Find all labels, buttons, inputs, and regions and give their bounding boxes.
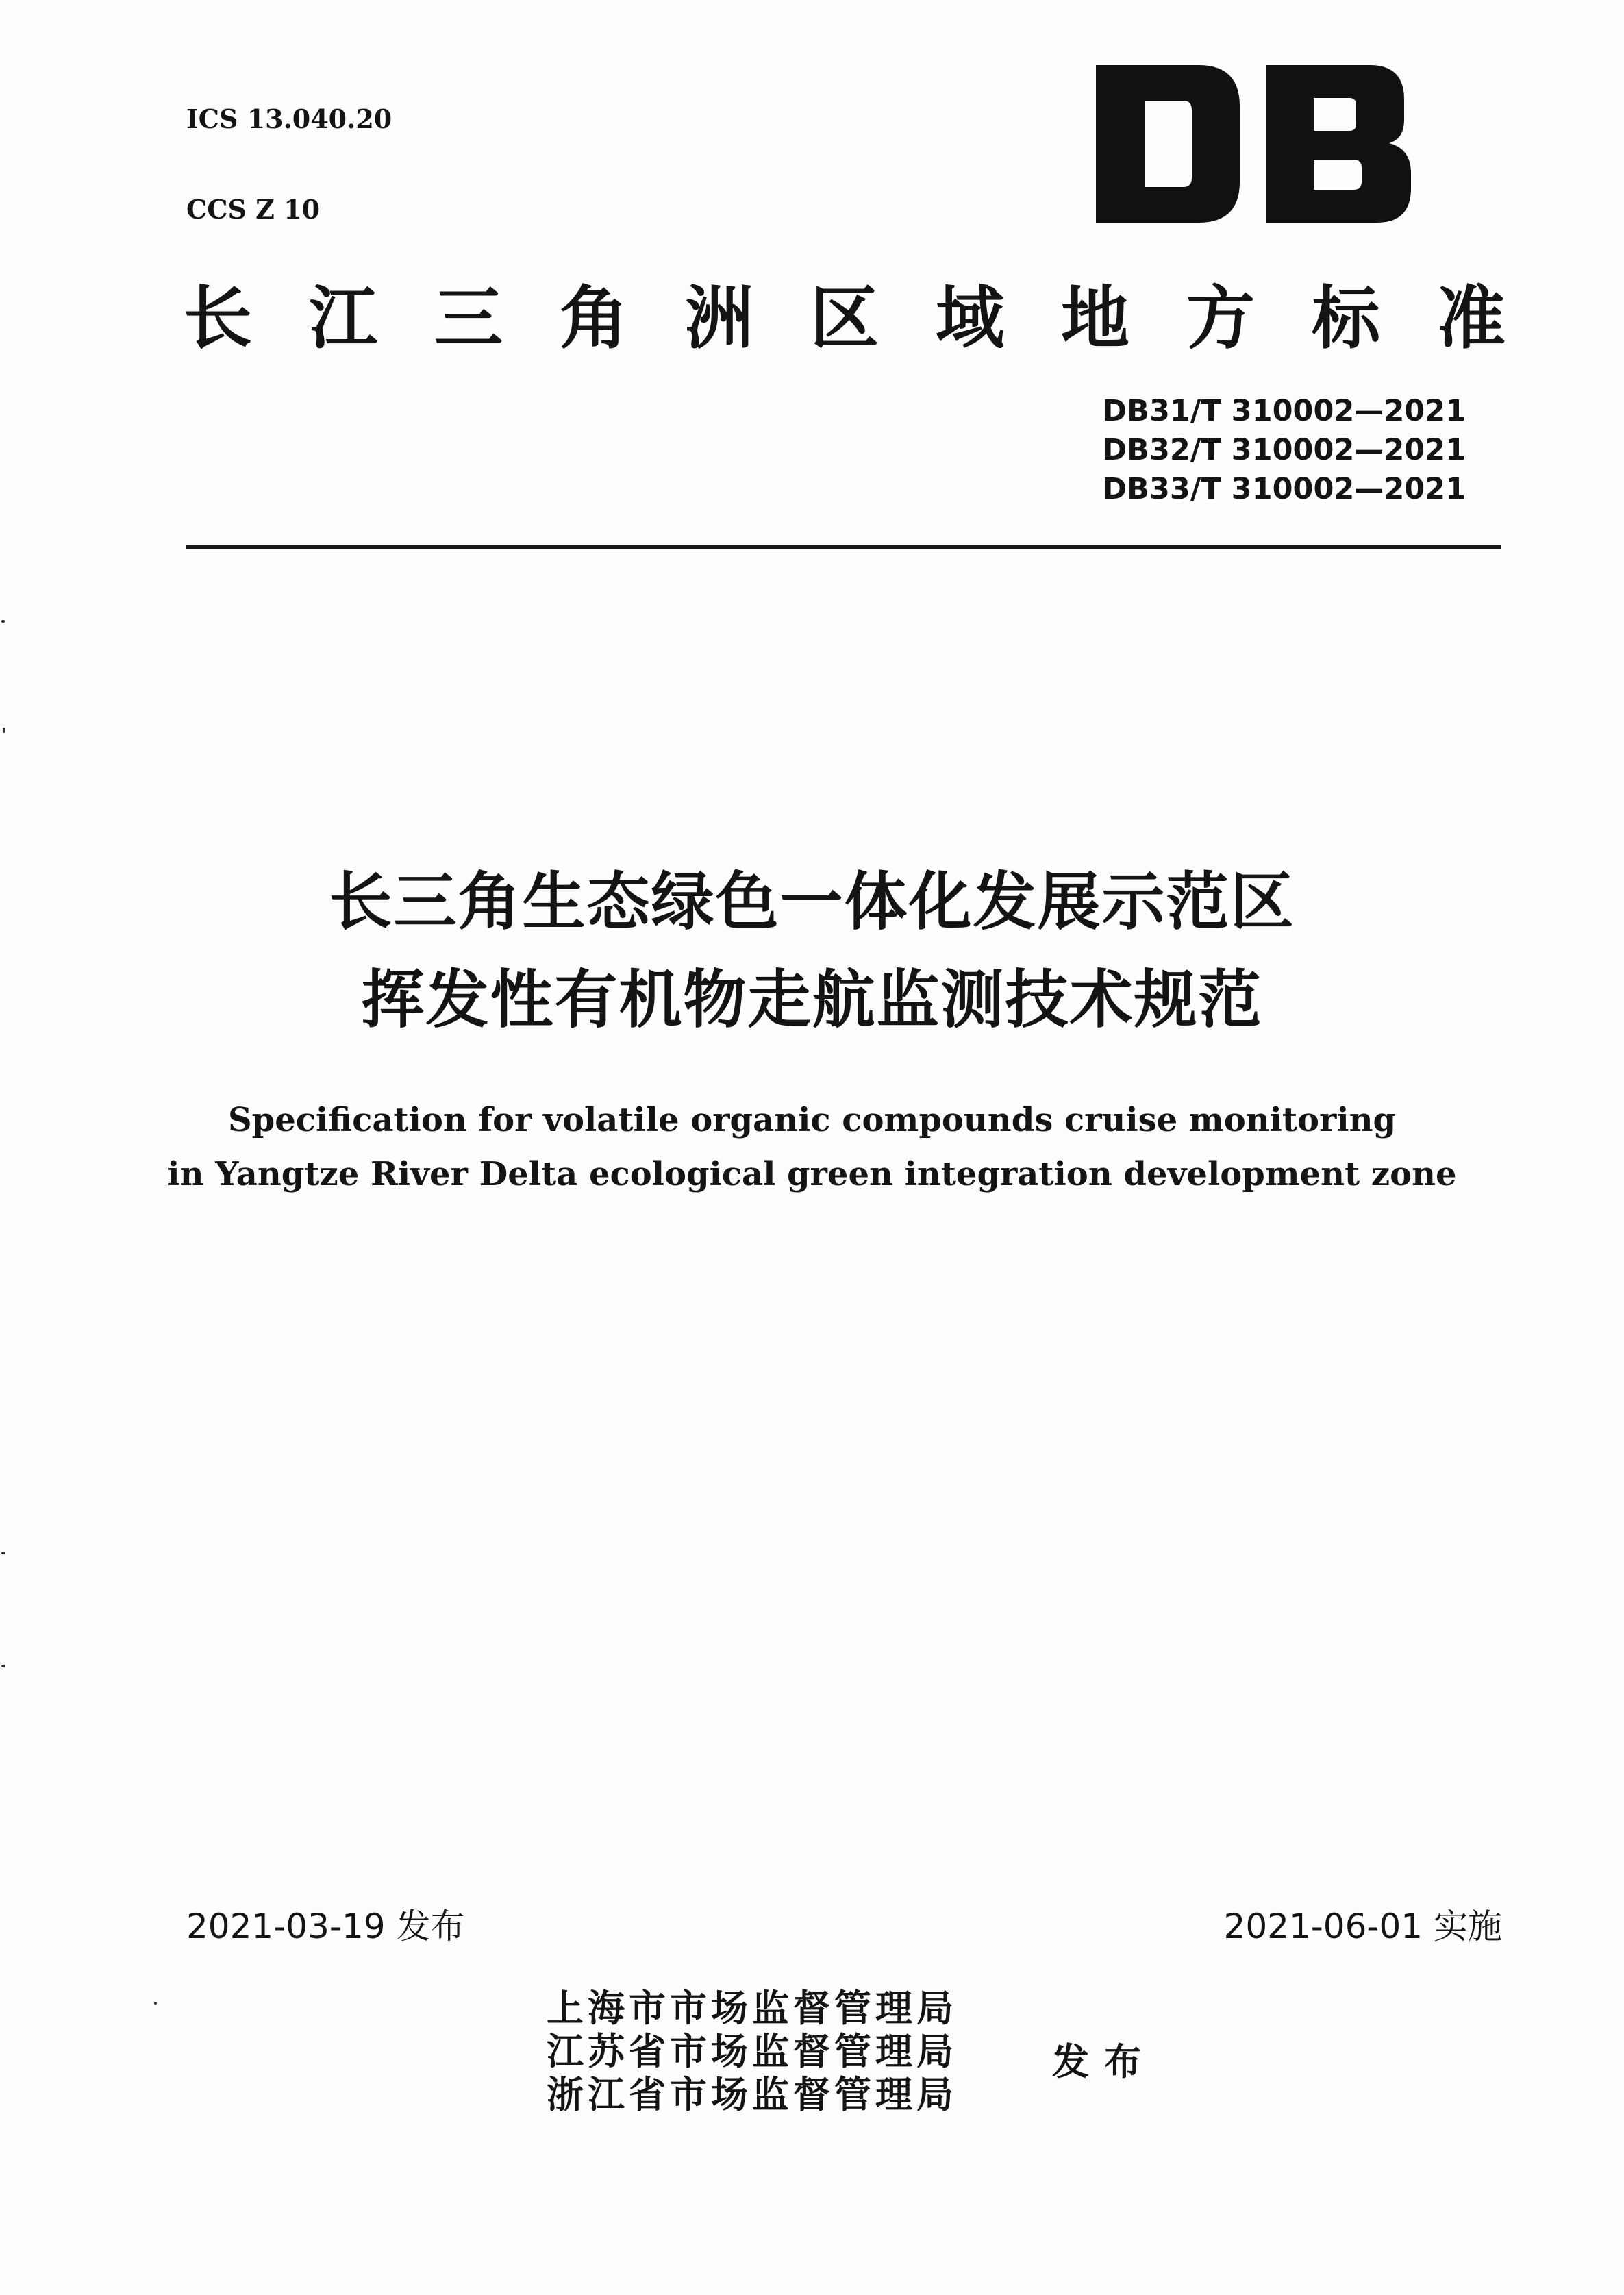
english-title-line-1: Specification for volatile organic compounds cruise monitoring [227,1101,1397,1139]
db-logo-letter-b [1266,65,1411,223]
standard-type-title-char: 域 [936,278,1004,358]
standard-type-title-char: 江 [309,278,377,358]
scan-mark [1,1552,5,1554]
scan-mark [3,728,5,733]
standard-type-title [184,274,1506,363]
standard-type-title-char: 标 [1312,278,1380,358]
standard-numbers [1069,392,1466,509]
chinese-title-line-1: 长三角生态绿色一体化发展示范区 [329,865,1295,939]
scan-mark [1,620,5,623]
ics-code: ICS 13.040.20 [186,103,392,134]
classification-codes [186,44,392,285]
standard-number-db32: DB32/T 310002—2021 [1102,433,1466,467]
standard-type-title-char: 区 [810,278,879,358]
issue-action: 发布 [1052,2040,1156,2083]
implement-date: 2021-06-01 实施 [1223,1907,1502,1946]
issuing-authorities [547,1987,958,2116]
standard-type-title-char: 地 [1061,278,1129,358]
ccs-code: CCS Z 10 [186,194,321,225]
standard-type-title-char: 角 [560,278,628,358]
standard-type-title-char: 准 [1437,278,1506,358]
standard-number-db31: DB31/T 310002—2021 [1102,394,1466,428]
english-title-line-2: in Yangtze River Delta ecological green integration development zone [167,1155,1457,1193]
scan-mark [154,2002,157,2005]
publish-date: 2021-03-19 发布 [186,1907,465,1946]
issuer-shanghai: 上海市市场监督管理局 [547,1987,958,2030]
standard-type-title-char: 洲 [685,278,753,358]
header-divider [186,545,1501,549]
standard-number-db33: DB33/T 310002—2021 [1102,472,1466,506]
issuer-jiangsu: 江苏省市场监督管理局 [547,2030,958,2073]
standard-type-title-char: 长 [184,278,252,358]
db-logo-letter-d [1096,65,1240,223]
db-logo [1096,65,1411,223]
chinese-title-line-2: 挥发性有机物走航监测技术规范 [361,963,1263,1037]
scan-mark [1,1665,5,1667]
standard-type-title-char: 方 [1186,278,1255,358]
issuer-zhejiang: 浙江省市场监督管理局 [547,2073,958,2116]
standard-type-title-char: 三 [434,278,503,358]
